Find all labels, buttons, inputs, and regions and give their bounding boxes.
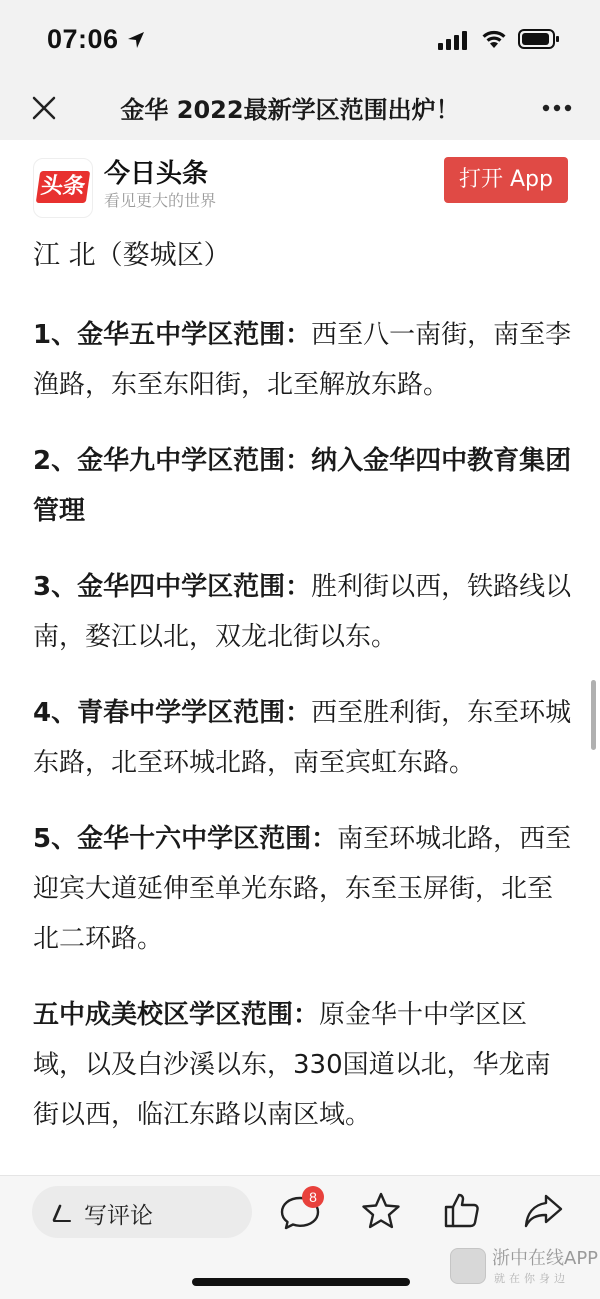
article-paragraph bbox=[33, 436, 573, 536]
paragraph-title: 2、金华九中学区范围：纳入金华四中教育集团管理 bbox=[33, 446, 572, 526]
status-time: 07:06 bbox=[47, 24, 119, 54]
status-bar bbox=[0, 0, 600, 84]
paragraph-title: 4、青春中学学区范围： bbox=[33, 698, 312, 728]
app-logo bbox=[33, 158, 93, 218]
article-heading: 江 北（婺城区） bbox=[33, 240, 231, 271]
wifi-icon bbox=[480, 28, 508, 50]
paragraph-title: 3、金华四中学区范围： bbox=[33, 572, 312, 602]
paragraph-text: 胜利街以西，铁路线以南，婺江以北，双龙北街以东。 bbox=[33, 572, 572, 652]
paragraph-text: 南至环城北路，西至迎宾大道延伸至单光东路，东至玉屏街，北至北二环路。 bbox=[33, 824, 572, 954]
watermark-subtitle: 就在你身边 bbox=[494, 1272, 569, 1285]
comment-input[interactable] bbox=[32, 1186, 252, 1238]
cellular-signal-icon bbox=[438, 30, 470, 50]
paragraph-text: 西至八一南街，南至李渔路，东至东阳街，北至解放东路。 bbox=[33, 320, 572, 400]
article-paragraph bbox=[33, 562, 573, 662]
app-promo-banner bbox=[0, 140, 600, 224]
app-logo-text: 头条 bbox=[36, 171, 90, 203]
comment-count-badge: 8 bbox=[302, 1186, 324, 1208]
scrollbar[interactable] bbox=[591, 680, 596, 750]
favorite-star-icon[interactable] bbox=[360, 1190, 402, 1232]
location-arrow-icon bbox=[126, 30, 146, 50]
share-icon[interactable] bbox=[522, 1190, 564, 1232]
paragraph-title: 1、金华五中学区范围： bbox=[33, 320, 312, 350]
comment-placeholder: 写评论 bbox=[84, 1203, 153, 1229]
close-icon[interactable] bbox=[30, 94, 58, 122]
thumbs-up-icon[interactable] bbox=[442, 1190, 482, 1230]
article-paragraph bbox=[33, 990, 573, 1140]
watermark-title: 浙中在线APP bbox=[492, 1248, 599, 1269]
pen-icon bbox=[50, 1200, 74, 1224]
watermark-logo bbox=[450, 1248, 486, 1284]
battery-icon bbox=[518, 28, 560, 50]
paragraph-text: 西至胜利街，东至环城东路，北至环城北路，南至宾虹东路。 bbox=[33, 698, 572, 778]
home-indicator[interactable] bbox=[192, 1278, 410, 1286]
nav-bar bbox=[0, 84, 600, 140]
open-app-button[interactable]: 打开 App bbox=[444, 157, 568, 203]
page-title: 金华 2022最新学区范围出炉！ bbox=[120, 96, 460, 124]
paragraph-text: 原金华十中学区区域，以及白沙溪以东，330国道以北，华龙南街以西，临江东路以南区域。 bbox=[33, 1000, 551, 1130]
app-slogan: 看见更大的世界 bbox=[104, 191, 217, 210]
paragraph-title: 五中成美校区学区范围： bbox=[33, 1000, 320, 1030]
article-body bbox=[33, 228, 573, 1140]
article-paragraph bbox=[33, 814, 573, 964]
article-paragraph bbox=[33, 310, 573, 410]
more-options-icon[interactable] bbox=[540, 96, 574, 120]
app-name: 今日头条 bbox=[104, 159, 209, 189]
paragraph-title: 5、金华十六中学区范围： bbox=[33, 824, 338, 854]
article-paragraph bbox=[33, 688, 573, 788]
